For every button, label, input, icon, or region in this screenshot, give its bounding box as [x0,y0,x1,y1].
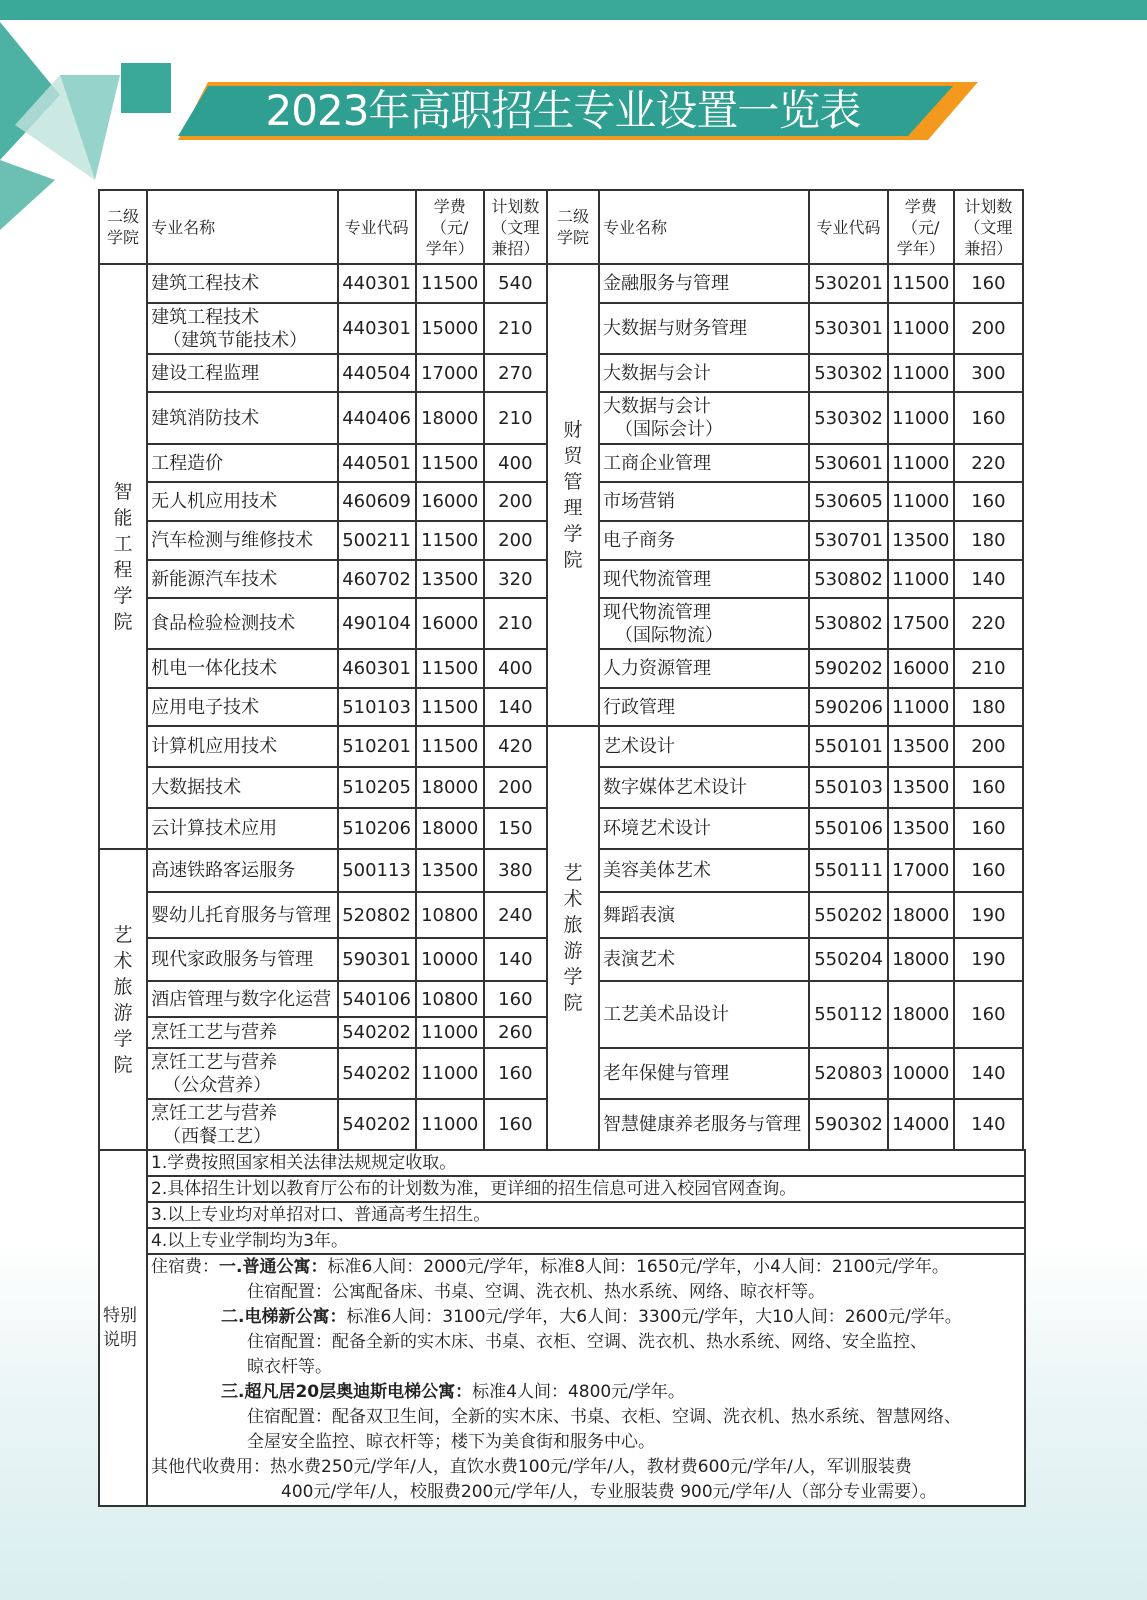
major-name-line: 酒店管理与数字化运营 [151,988,332,1010]
major-name-line: 工程造价 [151,452,224,474]
plan-right: 190 [954,892,1023,938]
major-name-line: 计算机应用技术 [151,736,278,757]
college-char: 术 [563,888,583,910]
major-name-line: 美容美体艺术 [603,860,712,881]
major-name-line: 金融服务与管理 [603,273,730,294]
major-name-line: 建筑工程技术 [151,306,260,328]
fee-right: 17500 [888,598,954,649]
major-name-line: （西餐工艺） [163,1125,272,1147]
note-4: 4.以上专业学制均为3年。 [147,1228,1025,1254]
major-name-line: 无人机应用技术 [151,491,278,512]
code-right: 550106 [809,808,887,849]
fee-left: 11500 [416,726,484,767]
fee-left: 18000 [416,767,484,808]
college-char: 学 [563,966,583,988]
apt3-line: 三.超凡居20层奥迪斯电梯公寓：标准4人间：4800元/学年。 [221,1382,685,1402]
code-left: 440301 [338,264,416,303]
fee-left: 10000 [416,938,484,981]
major-name-line: 建筑工程技术 [151,273,260,294]
major-left [147,726,337,767]
major-left [147,303,337,354]
major-left [147,1099,337,1150]
code-right: 530201 [809,264,887,303]
code-left: 440301 [338,303,416,354]
major-name-line: 大数据技术 [151,777,242,798]
college-yishu-right [547,726,599,1150]
code-left: 460702 [338,560,416,598]
plan-right: 220 [954,598,1023,649]
major-name-line: 烹饪工艺与营养 [151,1102,278,1124]
major-right [599,482,809,521]
major-left [147,444,337,482]
other-fees: 其他代收费用：热水费250元/学年/人，直饮水费100元/学年/人，教材费600元/学年/人，军训服装费 [151,1457,912,1477]
fee-left: 18000 [416,392,484,444]
fee-left: 11500 [416,649,484,688]
note-row [99,1202,1025,1228]
plan-right: 160 [954,981,1023,1048]
apt2-line: 二.电梯新公寓：标准6人间：3100元/学年，大6人间：3300元/学年，大10人间：2600元/学年。 [221,1307,962,1327]
fee-right: 13500 [888,521,954,560]
plan-right: 140 [954,1099,1023,1150]
fee-left: 13500 [416,849,484,892]
plan-right: 210 [954,649,1023,688]
major-left [147,482,337,521]
note-row [99,1228,1025,1254]
code-right: 550111 [809,849,887,892]
note-3: 3.以上专业均对单招对口、普通高考生招生。 [147,1202,1025,1228]
fee-right: 14000 [888,1099,954,1150]
fee-left: 11500 [416,264,484,303]
major-name-line: 环境艺术设计 [603,818,712,839]
code-left: 510206 [338,808,416,849]
major-right [599,521,809,560]
major-name-line: 工艺美术品设计 [603,1004,730,1025]
code-right: 530701 [809,521,887,560]
note-2: 2.具体招生计划以教育厅公布的计划数为准，更详细的招生信息可进入校园官网查询。 [147,1176,1025,1202]
fee-left: 11000 [416,1017,484,1048]
code-left: 540202 [338,1048,416,1099]
note-row [99,1150,1025,1176]
major-right [599,264,809,303]
major-right [599,303,809,354]
major-name-line: 现代家政服务与管理 [151,949,314,970]
college-char: 术 [113,949,133,972]
college-char: 游 [563,940,583,962]
fee-left: 18000 [416,808,484,849]
fee-right: 18000 [888,892,954,938]
plan-right: 160 [954,808,1023,849]
note-row [99,1176,1025,1202]
major-left [147,767,337,808]
college-char: 学 [113,584,133,607]
plan-right: 220 [954,444,1023,482]
plan-left: 260 [484,1017,547,1048]
college-char: 智 [113,480,133,503]
plan-left: 320 [484,560,547,598]
major-right [599,1099,809,1150]
major-right [599,849,809,892]
plan-right: 140 [954,1048,1023,1099]
code-right: 590206 [809,688,887,726]
plan-left: 210 [484,598,547,649]
plan-left: 160 [484,1099,547,1150]
title-banner [178,82,978,142]
fee-left: 11500 [416,688,484,726]
fee-left: 15000 [416,303,484,354]
major-right [599,1048,809,1099]
code-left: 510201 [338,726,416,767]
fee-right: 13500 [888,808,954,849]
college-char: 旅 [563,914,583,936]
major-name-line: 现代物流管理 [603,601,712,623]
note-1: 1.学费按照国家相关法律法规规定收取。 [147,1150,1025,1176]
major-name-line: 食品检验检测技术 [151,613,296,634]
header-plan: 计划数 （文理 兼招） [484,190,547,264]
major-left [147,938,337,981]
plan-left: 210 [484,392,547,444]
major-right [599,560,809,598]
code-left: 440504 [338,354,416,392]
major-left [147,688,337,726]
code-left: 500113 [338,849,416,892]
college-zhineng [99,264,147,849]
code-left: 540202 [338,1017,416,1048]
college-caimao [547,264,599,726]
plan-right: 140 [954,560,1023,598]
fee-left: 10800 [416,892,484,938]
major-name-line: 应用电子技术 [151,696,260,718]
college-char: 贸 [563,445,583,467]
college-char: 艺 [113,923,133,946]
plan-left: 270 [484,354,547,392]
major-name-line: 高速铁路客运服务 [151,860,296,881]
plan-left: 150 [484,808,547,849]
major-right [599,892,809,938]
major-name-line: 行政管理 [603,696,676,718]
major-name-line: （国际物流） [615,624,724,646]
fee-right: 11000 [888,444,954,482]
code-right: 550202 [809,892,887,938]
plan-left: 240 [484,892,547,938]
code-right: 530802 [809,560,887,598]
major-name-line: 云计算技术应用 [151,818,278,839]
code-right: 530601 [809,444,887,482]
code-right: 550101 [809,726,887,767]
apt2-config-cont: 晾衣杆等。 [247,1357,332,1377]
fee-right: 18000 [888,981,954,1048]
major-right [599,649,809,688]
apt2-config: 住宿配置：配备全新的实木床、书桌、衣柜、空调、洗衣机、热水系统、网络、安全监控、 [247,1332,927,1352]
major-left [147,649,337,688]
header-fee-right: 学费 （元/ 学年） [888,190,954,264]
table-row [99,726,1023,767]
code-right: 530802 [809,598,887,649]
plan-left: 380 [484,849,547,892]
plan-left: 200 [484,521,547,560]
major-right [599,688,809,726]
major-right [599,392,809,444]
fee-left: 16000 [416,482,484,521]
college-char: 学 [563,523,583,545]
header-fee: 学费 （元/ 学年） [416,190,484,264]
major-right [599,354,809,392]
header-code-right: 专业代码 [809,190,887,264]
major-name-line: 大数据与会计 [603,396,712,417]
major-name-line: （公众营养） [163,1074,272,1096]
notes-label: 特别 说明 [99,1150,147,1506]
college-char: 艺 [563,862,583,884]
plan-left: 140 [484,938,547,981]
plan-right: 180 [954,688,1023,726]
apt1-config: 住宿配置：公寓配备床、书桌、空调、洗衣机、热水系统、网络、晾衣杆等。 [247,1282,825,1302]
header-code: 专业代码 [338,190,416,264]
fee-left: 17000 [416,354,484,392]
plan-left: 210 [484,303,547,354]
major-name-line: 婴幼儿托育服务与管理 [151,904,332,926]
plan-right: 180 [954,521,1023,560]
major-name-line: 艺术设计 [603,736,676,757]
fee-right: 11000 [888,688,954,726]
fee-right: 16000 [888,649,954,688]
majors-table-wrap [98,189,1024,1507]
code-left: 510205 [338,767,416,808]
college-char: 财 [563,419,583,441]
fee-right: 10000 [888,1048,954,1099]
major-name-line: 市场营销 [603,491,676,512]
college-char: 院 [113,1053,133,1076]
plan-left: 400 [484,444,547,482]
code-right: 520803 [809,1048,887,1099]
major-name-line: 建设工程监理 [151,362,260,384]
fee-right: 11500 [888,264,954,303]
major-name-line: 表演艺术 [603,949,676,970]
college-char: 旅 [113,975,133,998]
fee-left: 11000 [416,1099,484,1150]
plan-right: 160 [954,264,1023,303]
major-left [147,808,337,849]
code-left: 460609 [338,482,416,521]
college-char: 游 [113,1001,133,1024]
major-left [147,354,337,392]
code-left: 440406 [338,392,416,444]
fee-left: 13500 [416,560,484,598]
code-left: 590301 [338,938,416,981]
header-college-right: 二级 学院 [547,190,599,264]
code-left: 540202 [338,1099,416,1150]
majors-table [98,189,1024,1151]
plan-right: 300 [954,354,1023,392]
major-name-line: 数字媒体艺术设计 [603,777,748,798]
major-name-line: 建筑消防技术 [151,407,260,429]
major-name-line: 老年保健与管理 [603,1063,730,1084]
fee-right: 11000 [888,354,954,392]
major-left [147,392,337,444]
major-right [599,981,809,1048]
major-name-line: 人力资源管理 [603,658,712,679]
code-right: 590302 [809,1099,887,1150]
major-left [147,264,337,303]
major-name-line: 大数据与财务管理 [603,318,748,339]
major-right [599,938,809,981]
major-name-line: 烹饪工艺与营养 [151,1051,278,1073]
major-name-line: （建筑节能技术） [163,329,308,351]
fee-left: 11000 [416,1048,484,1099]
fee-right: 17000 [888,849,954,892]
major-name-line: 新能源汽车技术 [151,568,278,590]
plan-right: 190 [954,938,1023,981]
table-row [99,264,1023,303]
fee-right: 18000 [888,938,954,981]
plan-left: 160 [484,981,547,1017]
header-major-right: 专业名称 [599,190,809,264]
major-right [599,598,809,649]
major-name-line: 智慧健康养老服务与管理 [603,1114,802,1135]
table-body [99,264,1023,1150]
code-left: 440501 [338,444,416,482]
code-right: 590202 [809,649,887,688]
plan-right: 160 [954,767,1023,808]
code-right: 550112 [809,981,887,1048]
other-fees-cont: 400元/学年/人，校服费200元/学年/人，专业服装费 900元/学年/人（部分专业需要）。 [281,1482,937,1502]
page-title: 2023年高职招生专业设置一览表 [265,86,861,135]
major-left [147,560,337,598]
header-major: 专业名称 [147,190,337,264]
major-left [147,981,337,1017]
apt1-line: 住宿费：一.普通公寓：标准6人间：2000元/学年，标准8人间：1650元/学年，小4人间：2100元/学年。 [151,1257,949,1277]
major-name-line: 汽车检测与维修技术 [151,530,314,551]
fee-left: 10800 [416,981,484,1017]
notes-table [98,1149,1026,1507]
fee-right: 11000 [888,560,954,598]
major-left [147,1017,337,1048]
plan-left: 400 [484,649,547,688]
major-name-line: 机电一体化技术 [151,658,278,679]
fee-right: 13500 [888,767,954,808]
fee-right: 11000 [888,482,954,521]
major-left [147,521,337,560]
college-char: 院 [113,610,133,633]
fee-left: 11500 [416,521,484,560]
plan-left: 420 [484,726,547,767]
plan-right: 200 [954,303,1023,354]
major-name-line: 舞蹈表演 [603,904,676,926]
apt3-config: 住宿配置：配备双卫生间，全新的实木床、书桌、衣柜、空调、洗衣机、热水系统、智慧网络、 [247,1407,961,1427]
fee-right: 11000 [888,303,954,354]
code-right: 530302 [809,354,887,392]
plan-right: 160 [954,392,1023,444]
plan-left: 200 [484,482,547,521]
header-plan-right: 计划数 （文理 兼招） [954,190,1023,264]
college-char: 管 [563,471,583,493]
lodging-block [147,1254,1025,1506]
major-name-line: 现代物流管理 [603,568,712,590]
plan-left: 140 [484,688,547,726]
code-left: 520802 [338,892,416,938]
lodging-row [99,1254,1025,1506]
college-yishu-left [99,849,147,1150]
code-right: 550103 [809,767,887,808]
college-char: 工 [113,532,133,555]
college-char: 理 [563,497,583,519]
apt3-config-cont: 全屋安全监控、晾衣杆等；楼下为美食街和服务中心。 [247,1432,655,1452]
major-left [147,598,337,649]
major-right [599,808,809,849]
major-name-line: 大数据与会计 [603,362,712,384]
code-right: 530302 [809,392,887,444]
code-left: 460301 [338,649,416,688]
code-left: 540106 [338,981,416,1017]
major-right [599,767,809,808]
major-right [599,444,809,482]
major-name-line: （国际会计） [615,419,724,440]
major-name-line: 工商企业管理 [603,452,712,474]
major-left [147,1048,337,1099]
plan-right: 160 [954,849,1023,892]
college-char: 院 [563,992,583,1014]
college-char: 程 [113,558,133,581]
college-char: 能 [113,506,133,529]
fee-left: 11500 [416,444,484,482]
plan-left: 160 [484,1048,547,1099]
plan-left: 540 [484,264,547,303]
plan-left: 200 [484,767,547,808]
header-row [99,190,1023,264]
major-right [599,726,809,767]
header-college: 二级 学院 [99,190,147,264]
code-right: 530301 [809,303,887,354]
major-left [147,849,337,892]
college-char: 学 [113,1027,133,1050]
code-left: 500211 [338,521,416,560]
code-left: 510103 [338,688,416,726]
plan-right: 200 [954,726,1023,767]
fee-right: 11000 [888,392,954,444]
major-left [147,892,337,938]
plan-right: 160 [954,482,1023,521]
code-right: 530605 [809,482,887,521]
major-name-line: 电子商务 [603,530,676,551]
fee-left: 16000 [416,598,484,649]
major-name-line: 烹饪工艺与营养 [151,1022,278,1043]
code-right: 550204 [809,938,887,981]
college-char: 院 [563,549,583,571]
fee-right: 13500 [888,726,954,767]
code-left: 490104 [338,598,416,649]
